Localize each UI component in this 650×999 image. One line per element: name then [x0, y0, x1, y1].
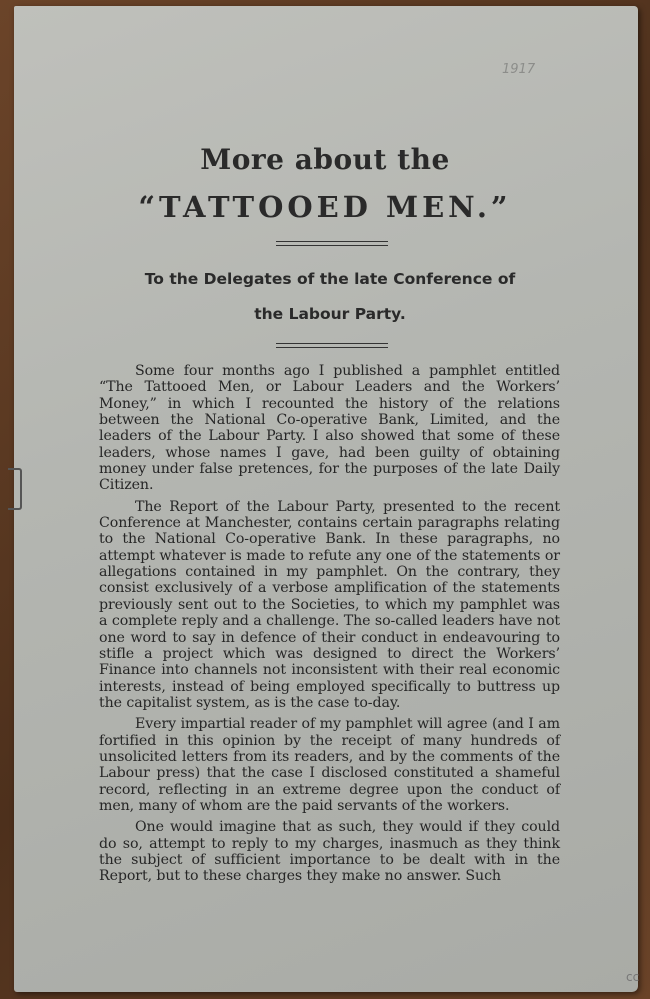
handwritten-year-note: 1917 — [502, 62, 536, 77]
double-rule-top — [276, 241, 388, 246]
double-rule-bottom — [276, 343, 388, 348]
title-line-2: “TATTOOED MEN.” — [138, 190, 512, 224]
title-line-1: More about the — [200, 143, 450, 176]
staple — [8, 468, 22, 510]
body-text — [99, 363, 560, 890]
corner-mark: cc — [626, 970, 640, 984]
paragraph: One would imagine that as such, they would if they could do so, attempt to reply to my charges, inasmuch as they think the subject of sufficient importance to be dealt with in the Report, but to these charges they make no answer. Such — [99, 819, 560, 885]
subtitle-line-2: the Labour Party. — [254, 305, 406, 323]
paragraph: Some four months ago I published a pamphlet entitled “The Tattooed Men, or Labour Leaders and the Workers’ Money,” in which I recounted the history of the relations between the National Co-operative Bank, Limited, and the leaders of the Labour Party. I also showed that some of these leaders, whose names I gave, had been guilty of obtaining money under false pretences, for the purposes of the late Daily Citizen. — [99, 363, 560, 494]
paragraph: Every impartial reader of my pamphlet will agree (and I am fortified in this opinion by the receipt of many hundreds of unsolicited letters from its readers, and by the comments of the Labour press) that the case I disclosed constituted a shameful record, reflecting in an extreme degree upon the conduct of men, many of whom are the paid servants of the workers. — [99, 716, 560, 814]
paragraph: The Report of the Labour Party, presented to the recent Conference at Manchester, contains certain paragraphs relating to the National Co-operative Bank. In these paragraphs, no attempt whatever is made to refute any one of the statements or allegations contained in my pamphlet. On the contrary, they consist exclusively of a verbose amplification of the statements previously sent out to the Societies, to which my pamphlet was a complete reply and a challenge. The so-called leaders have not one word to say in defence of their conduct in endeavouring to stifle a project which was designed to direct the Workers’ Finance into channels not inconsistent with their real economic interests, instead of being employed specifically to buttress up the capitalist system, as is the case to-day. — [99, 498, 560, 711]
subtitle-line-1: To the Delegates of the late Conference of — [144, 270, 516, 288]
